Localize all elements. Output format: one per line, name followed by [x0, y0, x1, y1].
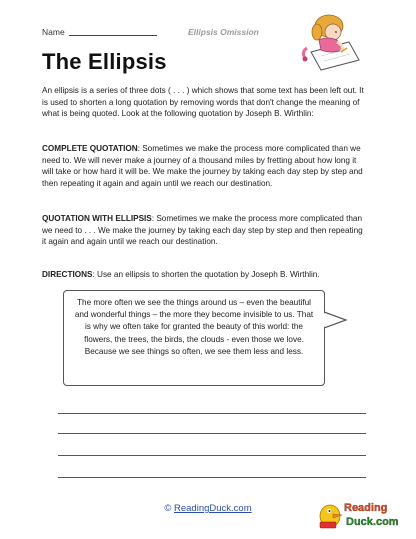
footer-link-text[interactable]: ReadingDuck.com: [174, 503, 252, 514]
directions-label: DIRECTIONS: [42, 270, 93, 279]
header-row: [42, 27, 259, 37]
answer-line[interactable]: [58, 413, 366, 414]
name-label: Name: [42, 27, 65, 37]
complete-quotation-paragraph: [42, 143, 367, 190]
answer-line[interactable]: [58, 433, 366, 434]
answer-line[interactable]: [58, 477, 366, 478]
complete-quotation-label: COMPLETE QUOTATION: [42, 144, 138, 153]
name-blank-line: [69, 34, 157, 36]
ellipsis-quotation-text: : Sometimes we make the process more complicated than we need to . . . We make the journey by taking each day step by step and then repeating it again and again until we reach our destination.: [42, 214, 363, 247]
logo-line1: Reading: [344, 502, 388, 514]
answer-line[interactable]: [58, 455, 366, 456]
quotation-box: The more often we see the things around us – even the beautiful and wonderful things – the more they become invisible to us. That is why we often take for granted the beauty of this world: the flowers, the trees, the birds, the clouds - even those we love. Because we see things so often, we see them less and less.: [63, 290, 325, 386]
ellipsis-quotation-paragraph: [42, 213, 367, 248]
directions-text: : Use an ellipsis to shorten the quotation by Joseph B. Wirthlin.: [92, 270, 320, 279]
ellipsis-quotation-label: QUOTATION WITH ELLIPSIS: [42, 214, 152, 223]
directions-paragraph: [42, 269, 367, 281]
complete-quotation-text: : Sometimes we make the process more complicated than we need to. We will never make a journey of a thousand miles by fretting about how long it will take or how hard it will be. We make the journey by taking each day step by step and then repeating it again and again until we reach our destination.: [42, 144, 363, 189]
reading-duck-logo: [316, 494, 406, 532]
girl-writing-illustration: [297, 12, 367, 72]
copyright-symbol: ©: [164, 503, 172, 514]
worksheet-title: Ellipsis Omission: [188, 27, 259, 37]
page-title: The Ellipsis: [42, 49, 167, 74]
speech-bubble-tail: [324, 310, 348, 334]
logo-line2: Duck.com: [346, 516, 399, 528]
intro-paragraph: An ellipsis is a series of three dots ( . . . ) which shows that some text has been left out. It is used to shorten a long quotation by removing words that don't change the meaning of what is being quoted. Look at the following quotation by Joseph B. Wirthlin:: [42, 86, 364, 119]
